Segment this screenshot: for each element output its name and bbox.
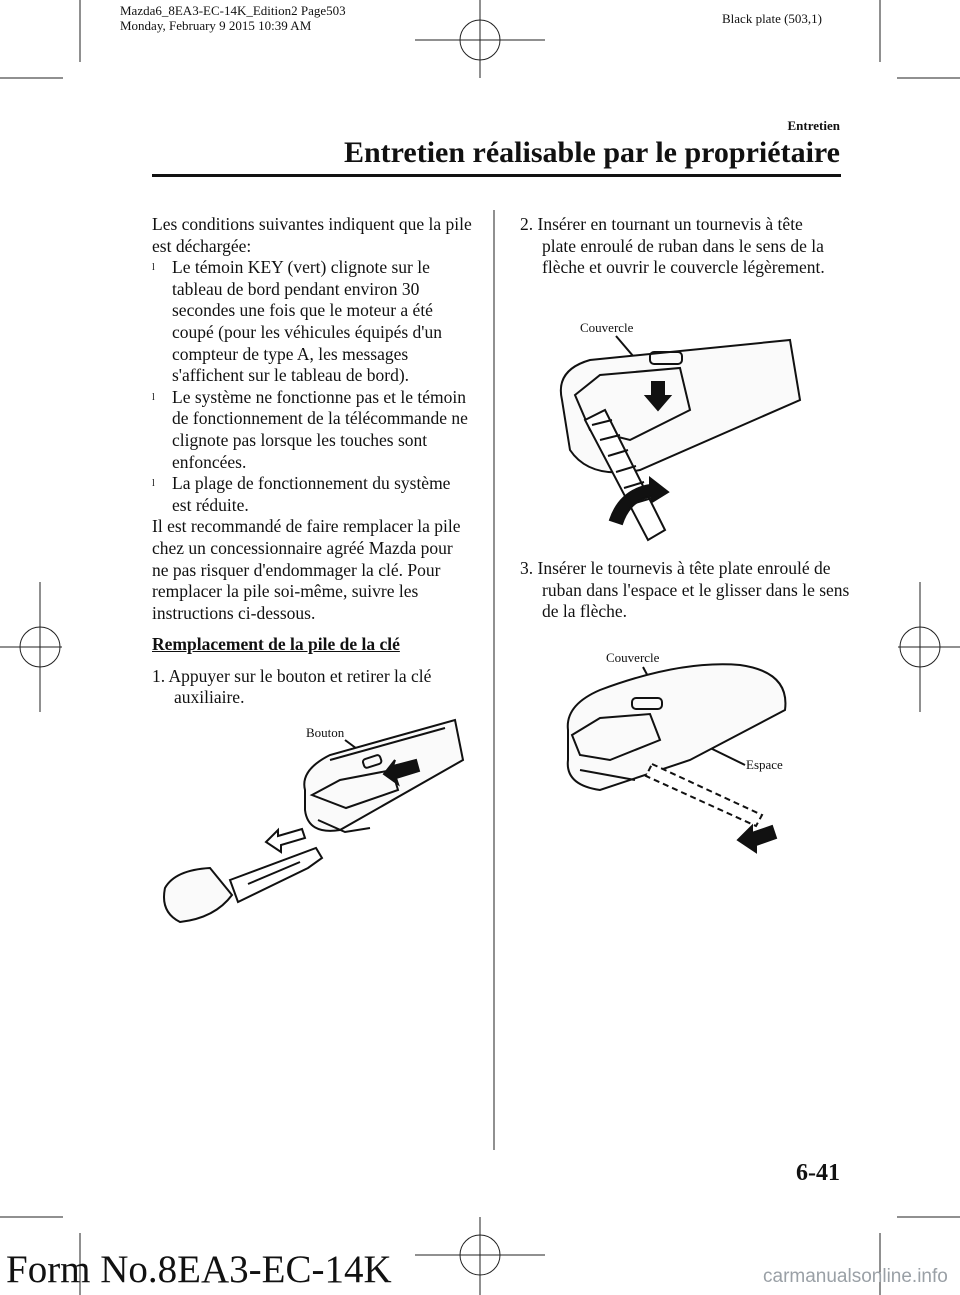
page-number: 6-41 [796, 1160, 840, 1186]
form-number: Form No.8EA3-EC-14K [6, 1248, 392, 1291]
bullet-text: Le témoin KEY (vert) clignote sur le tableau de bord pendant environ 30 secondes une fois que le moteur a été coupé (pour les véhicules équipés d'un compteur de type A, les messages s'affichent sur le tableau de bord). [172, 257, 442, 386]
bullet-text: La plage de fonctionnement du système est réduite. [172, 473, 451, 515]
section-label: Entretien [787, 118, 840, 133]
figure2-label-cover: Couvercle [580, 320, 634, 335]
figure3-label-cover: Couvercle [606, 650, 660, 665]
bullet-icon: l [152, 478, 155, 490]
step-3: 3. Insérer le tournevis à tête plate enroulé de ruban dans l'espace et le glisser dans le sens de la flèche. [520, 558, 850, 622]
page-title: Entretien réalisable par le propriétaire [343, 136, 840, 169]
step-1: 1. Appuyer sur le bouton et retirer la clé auxiliaire. [152, 665, 432, 708]
file-info-date: Monday, February 9 2015 10:39 AM [120, 18, 312, 33]
bullet-icon: l [152, 391, 155, 403]
plate-label: Black plate (503,1) [722, 11, 822, 26]
step-2: 2. Insérer en tournant un tournevis à tête plate enroulé de ruban dans le sens de la flèche et ouvrir le couvercle légèrement. [520, 214, 825, 278]
figure1-label-button: Bouton [306, 725, 345, 740]
recommendation-text: Il est recommandé de faire remplacer la pile chez un concessionnaire agréé Mazda pour ne pas risquer d'endommager la clé. Pour remplacer la pile soi-même, suivre les instructions ci-dessous. [152, 516, 461, 623]
file-info-name: Mazda6_8EA3-EC-14K_Edition2 Page503 [120, 3, 346, 18]
bullet-text: Le système ne fonctionne pas et le témoin de fonctionnement de la télécommande ne clignote pas lorsque les touches sont enfoncées. [172, 386, 468, 472]
bullet-icon: l [152, 262, 155, 274]
intro-text: Les conditions suivantes indiquent que la pile est déchargée: [152, 214, 472, 256]
subheading: Remplacement de la pile de la clé [152, 634, 400, 655]
watermark-text: carmanualsonline.info [763, 1266, 948, 1287]
figure3-label-gap: Espace [746, 757, 783, 772]
